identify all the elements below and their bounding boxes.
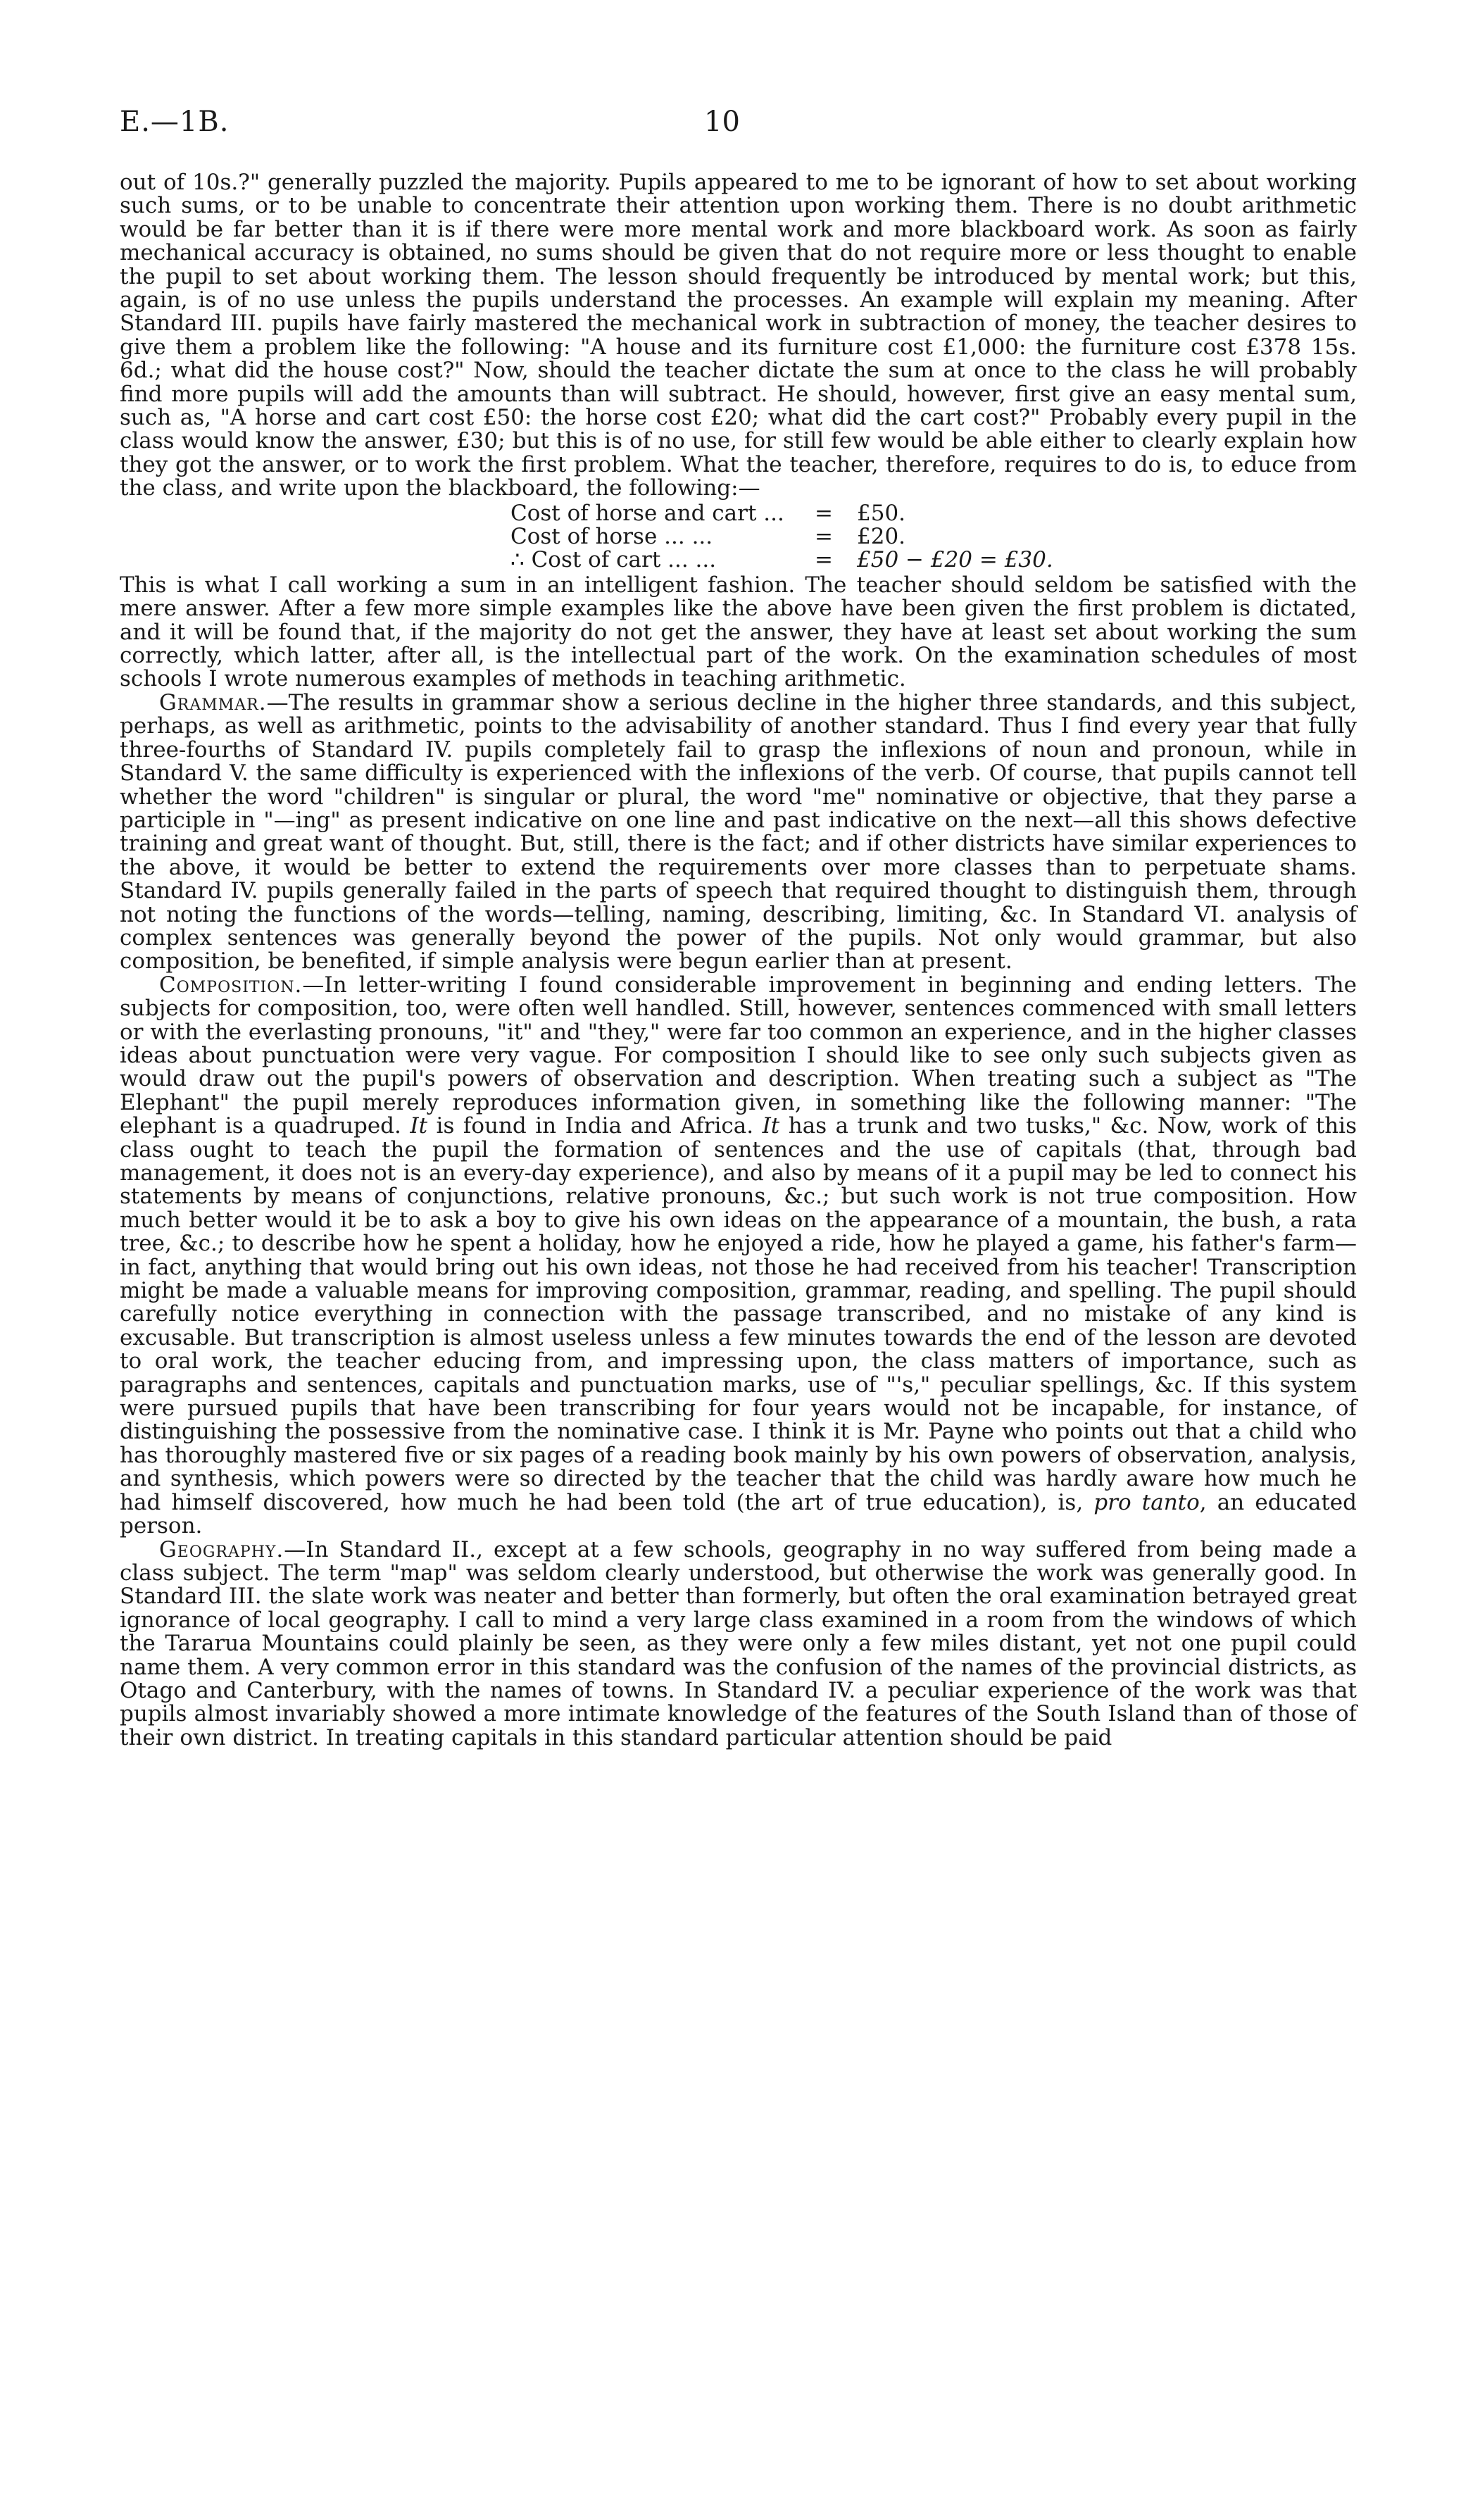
arithmetic-conclusion-paragraph (120, 574, 1357, 691)
italic-phrase: pro tanto (1093, 1489, 1200, 1515)
composition-text: has a trunk and two tusks," &c. Now, work of this class ought to teach the pupil the formation of sentences and the use of capitals (that, through bad management, it does not is an every-day experience), and also by means of it a pupil may be led to connect his statements by means of conjunctions, relative pronouns, &c.; but such work is not true composition. How much better would it be to ask a boy to give his own ideas on the appearance of a mountain, the bush, a rata tree, &c.; to describe how he spent a holiday, how he enjoyed a ride, how he played a game, his father's farm—in fact, anything that would bring out his own ideas, not those he had received from his teacher! Transcription might be made a valuable means for improving composition, grammar, reading, and spelling. The pupil should carefully notice everything in connection with the passage transcribed, and no mistake of any kind is excusable. But transcription is almost useless unless a few minutes towards the end of the lesson are devoted to oral work, the teacher educing from, and impressing upon, the class matters of importance, such as paragraphs and sentences, capitals and punctuation marks, use of "'s," peculiar spellings, &c. If this system were pursued pupils that have been transcribing for four years would not be incapable, for instance, of distinguishing the possessive from the nominative case. I think it is Mr. Payne who points out that a child who has thoroughly mastered five or six pages of a reading book mainly by his own powers of observation, analysis, and synthesis, which powers were so directed by the teacher that the child was hardly aware how much he had himself discovered, how much he had been told (the art of true education), is, (120, 1113, 1357, 1515)
calc-row (510, 548, 1357, 572)
body-text (120, 171, 1357, 1750)
calc-value: £50 − £20 = £30. (857, 547, 1053, 573)
calc-item: Cost of horse ... ... (510, 524, 713, 550)
arithmetic-text: out of 10s.?" generally puzzled the majority. Pupils appeared to me to be ignorant of how to set about working such sums, or to be unable to concentrate their attention upon working them. There is no doubt arithmetic would be far better than it is if there were more mental work and more blackboard work. As soon as fairly mechanical accuracy is obtained, no sums should be given that do not require more or less thought to enable the pupil to set about working them. The lesson should frequently be introduced by mental work; but this, again, is of no use unless the pupils understand the processes. An example will explain my meaning. After Standard III. pupils have fairly mastered the mechanical work in subtraction of money, the teacher desires to give them a problem like the following: "A house and its furniture cost £1,000: the furniture cost £378 15s. 6d.; what did the house cost?" Now, should the teacher dictate the sum at once to the class he will probably find more pupils will add the amounts than will subtract. He should, however, first give an easy mental sum, such as, "A horse and cart cost £50: the horse cost £20; what did the cart cost?" Probably every pupil in the class would know the answer, £30; but this is of no use, for still few would be able either to clearly explain how they got the answer, or to work the first problem. What the teacher, therefore, requires to do is, to educe from the class, and write upon the blackboard, the following:— (120, 170, 1357, 501)
page-number: 10 (704, 106, 740, 138)
composition-heading: Composition. (159, 972, 303, 998)
document-reference: E.—1B. (120, 106, 230, 138)
grammar-text: —The results in grammar show a serious decline in the higher three standards, and this subject, perhaps, as well as arithmetic, points to the advisability of another standard. Thus I find every year that fully three-fourths of Standard IV. pupils completely fail to grasp the inflexions of noun and pronoun, while in Standard V. the same difficulty is experienced with the inflexions of the verb. Of course, that pupils cannot tell whether the word "children" is singular or plural, the word "me" nominative or objective, that they parse a participle in "—ing" as present indicative on one line and past indicative on the next—all this shows defective training and great want of thought. But, still, there is the fact; and if other districts have similar experiences to the above, it would be better to extend the requirements over more classes than to perpetuate shams. Standard IV. pupils generally failed in the parts of speech that required thought to distinguish them, through not noting the functions of the words—telling, naming, describing, limiting, &c. In Standard VI. analysis of complex sentences was generally beyond the power of the pupils. Not only would grammar, but also composition, be benefited, if simple analysis were begun earlier than at present. (120, 689, 1357, 974)
grammar-heading: Grammar. (159, 689, 267, 715)
italic-word: It (762, 1113, 780, 1139)
composition-text: —In letter-writing I found considerable improvement in beginning and ending letters. The subjects for composition, too, were often well handled. Still, however, sentences commenced with small letters or with the everlasting pronouns, "it" and "they," were far too common an experience, and in the higher classes ideas about punctuation were very vague. For composition I should like to see only such subjects given as would draw out the pupil's powers of observation and description. When treating such a subject as "The Elephant" the pupil merely reproduces information given, in something like the following manner: "The elephant is a quadruped. (120, 972, 1357, 1139)
page-header (120, 106, 1357, 148)
calc-equals: = (815, 500, 833, 526)
arithmetic-conclusion-text: This is what I call working a sum in an intelligent fashion. The teacher should seldom be satisfied with the mere answer. After a few more simple examples like the above have been given the first problem is dictated, and it will be found that, if the majority do not get the answer, they have at least set about working the sum correctly, which latter, after all, is the intellectual part of the work. On the examination schedules of most schools I wrote numerous examples of methods in teaching arithmetic. (120, 572, 1357, 692)
composition-paragraph (120, 974, 1357, 1538)
composition-text: , an educated person. (120, 1489, 1357, 1539)
blackboard-calculation (510, 502, 1357, 572)
geography-text: —In Standard II., except at a few schools, geography in no way suffered from being made a class subject. The term "map" was seldom clearly understood, but otherwise the work was generally good. In Standard III. the slate work was neater and better than formerly, but often the oral examination betrayed great ignorance of local geography. I call to mind a very large class examined in a room from the windows of which the Tararua Mountains could plainly be seen, as they were only a few miles distant, yet not one pupil could name them. A very common error in this standard was the confusion of the names of the provincial districts, as Otago and Canterbury, with the names of towns. In Standard IV. a peculiar experience of the work was that pupils almost invariably showed a more intimate knowledge of the features of the South Island than of those of their own district. In treating capitals in this standard particular attention should be paid (120, 1536, 1357, 1750)
calc-row (510, 525, 1357, 548)
calc-row (510, 502, 1357, 525)
calc-value: £20. (857, 524, 906, 550)
geography-heading: Geography. (159, 1536, 284, 1562)
geography-paragraph (120, 1538, 1357, 1750)
calc-item: Cost of horse and cart ... (510, 500, 784, 526)
composition-text: is found in India and Africa. (427, 1113, 763, 1139)
calc-item: ∴ Cost of cart ... ... (510, 547, 717, 573)
calc-equals: = (815, 524, 833, 550)
calc-value: £50. (857, 500, 906, 526)
grammar-paragraph (120, 691, 1357, 974)
calc-equals: = (815, 547, 833, 573)
arithmetic-paragraph (120, 171, 1357, 501)
italic-word: It (410, 1113, 428, 1139)
